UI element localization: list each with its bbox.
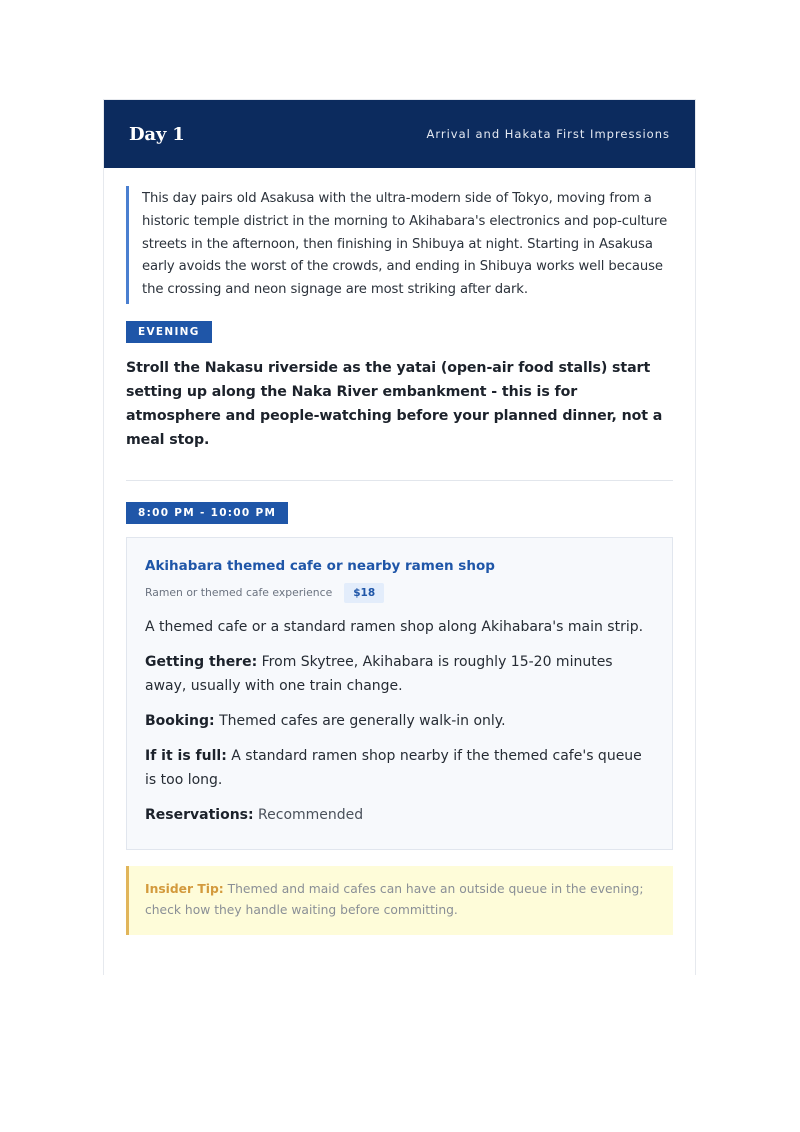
day-header [104,100,695,168]
reservations-value: Recommended [258,806,364,823]
if-full-line [145,744,654,792]
booking-value: Themed cafes are generally walk-in only. [219,712,506,729]
venue-detail-box [126,537,673,850]
venue-meta [145,583,654,603]
day-title: Day 1 [129,123,185,145]
insider-tip-text: Themed and maid cafes can have an outside queue in the evening; check how they handle waiting before committing. [145,881,644,917]
evening-activity: Stroll the Nakasu riverside as the yatai (open-air food stalls) start setting up along the Naka River embankment - this is for atmosphere and people-watching before your planned dinner, not a meal stop. [126,359,663,448]
reservations-label: Reservations: [145,806,254,823]
time-slot-label: 8:00 PM - 10:00 PM [126,502,288,524]
venue-name[interactable]: Akihabara themed cafe or nearby ramen shop [145,557,495,574]
day-card [103,99,696,975]
getting-there-value: From Skytree, Akihabara is roughly 15-20 minutes away, usually with one train change. [145,653,613,694]
section-divider [126,480,673,481]
insider-tip-label: Insider Tip: [145,881,224,896]
price-badge: $18 [344,583,384,603]
venue-description: A themed cafe or a standard ramen shop along Akihabara's main strip. [145,618,644,635]
getting-there-label: Getting there: [145,653,258,670]
if-full-value: A standard ramen shop nearby if the themed cafe's queue is too long. [145,747,642,788]
getting-there-line [145,650,654,698]
if-full-label: If it is full: [145,747,227,764]
evening-label: EVENING [126,321,212,343]
booking-label: Booking: [145,712,215,729]
reservations-line [145,803,654,827]
day-content [104,168,695,935]
venue-type: Ramen or themed cafe experience [145,586,333,600]
insider-tip [126,866,673,935]
day-subtitle: Arrival and Hakata First Impressions [426,127,670,141]
booking-line [145,709,654,733]
day-intro: This day pairs old Asakusa with the ultra-modern side of Tokyo, moving from a historic temple district in the morning to Akihabara's electronics and pop-culture streets in the afternoon, then finishing in Shibuya at night. Starting in Asakusa early avoids the worst of the crowds, and ending in Shibuya works well because the crossing and neon signage are most striking after dark. [126,186,673,304]
